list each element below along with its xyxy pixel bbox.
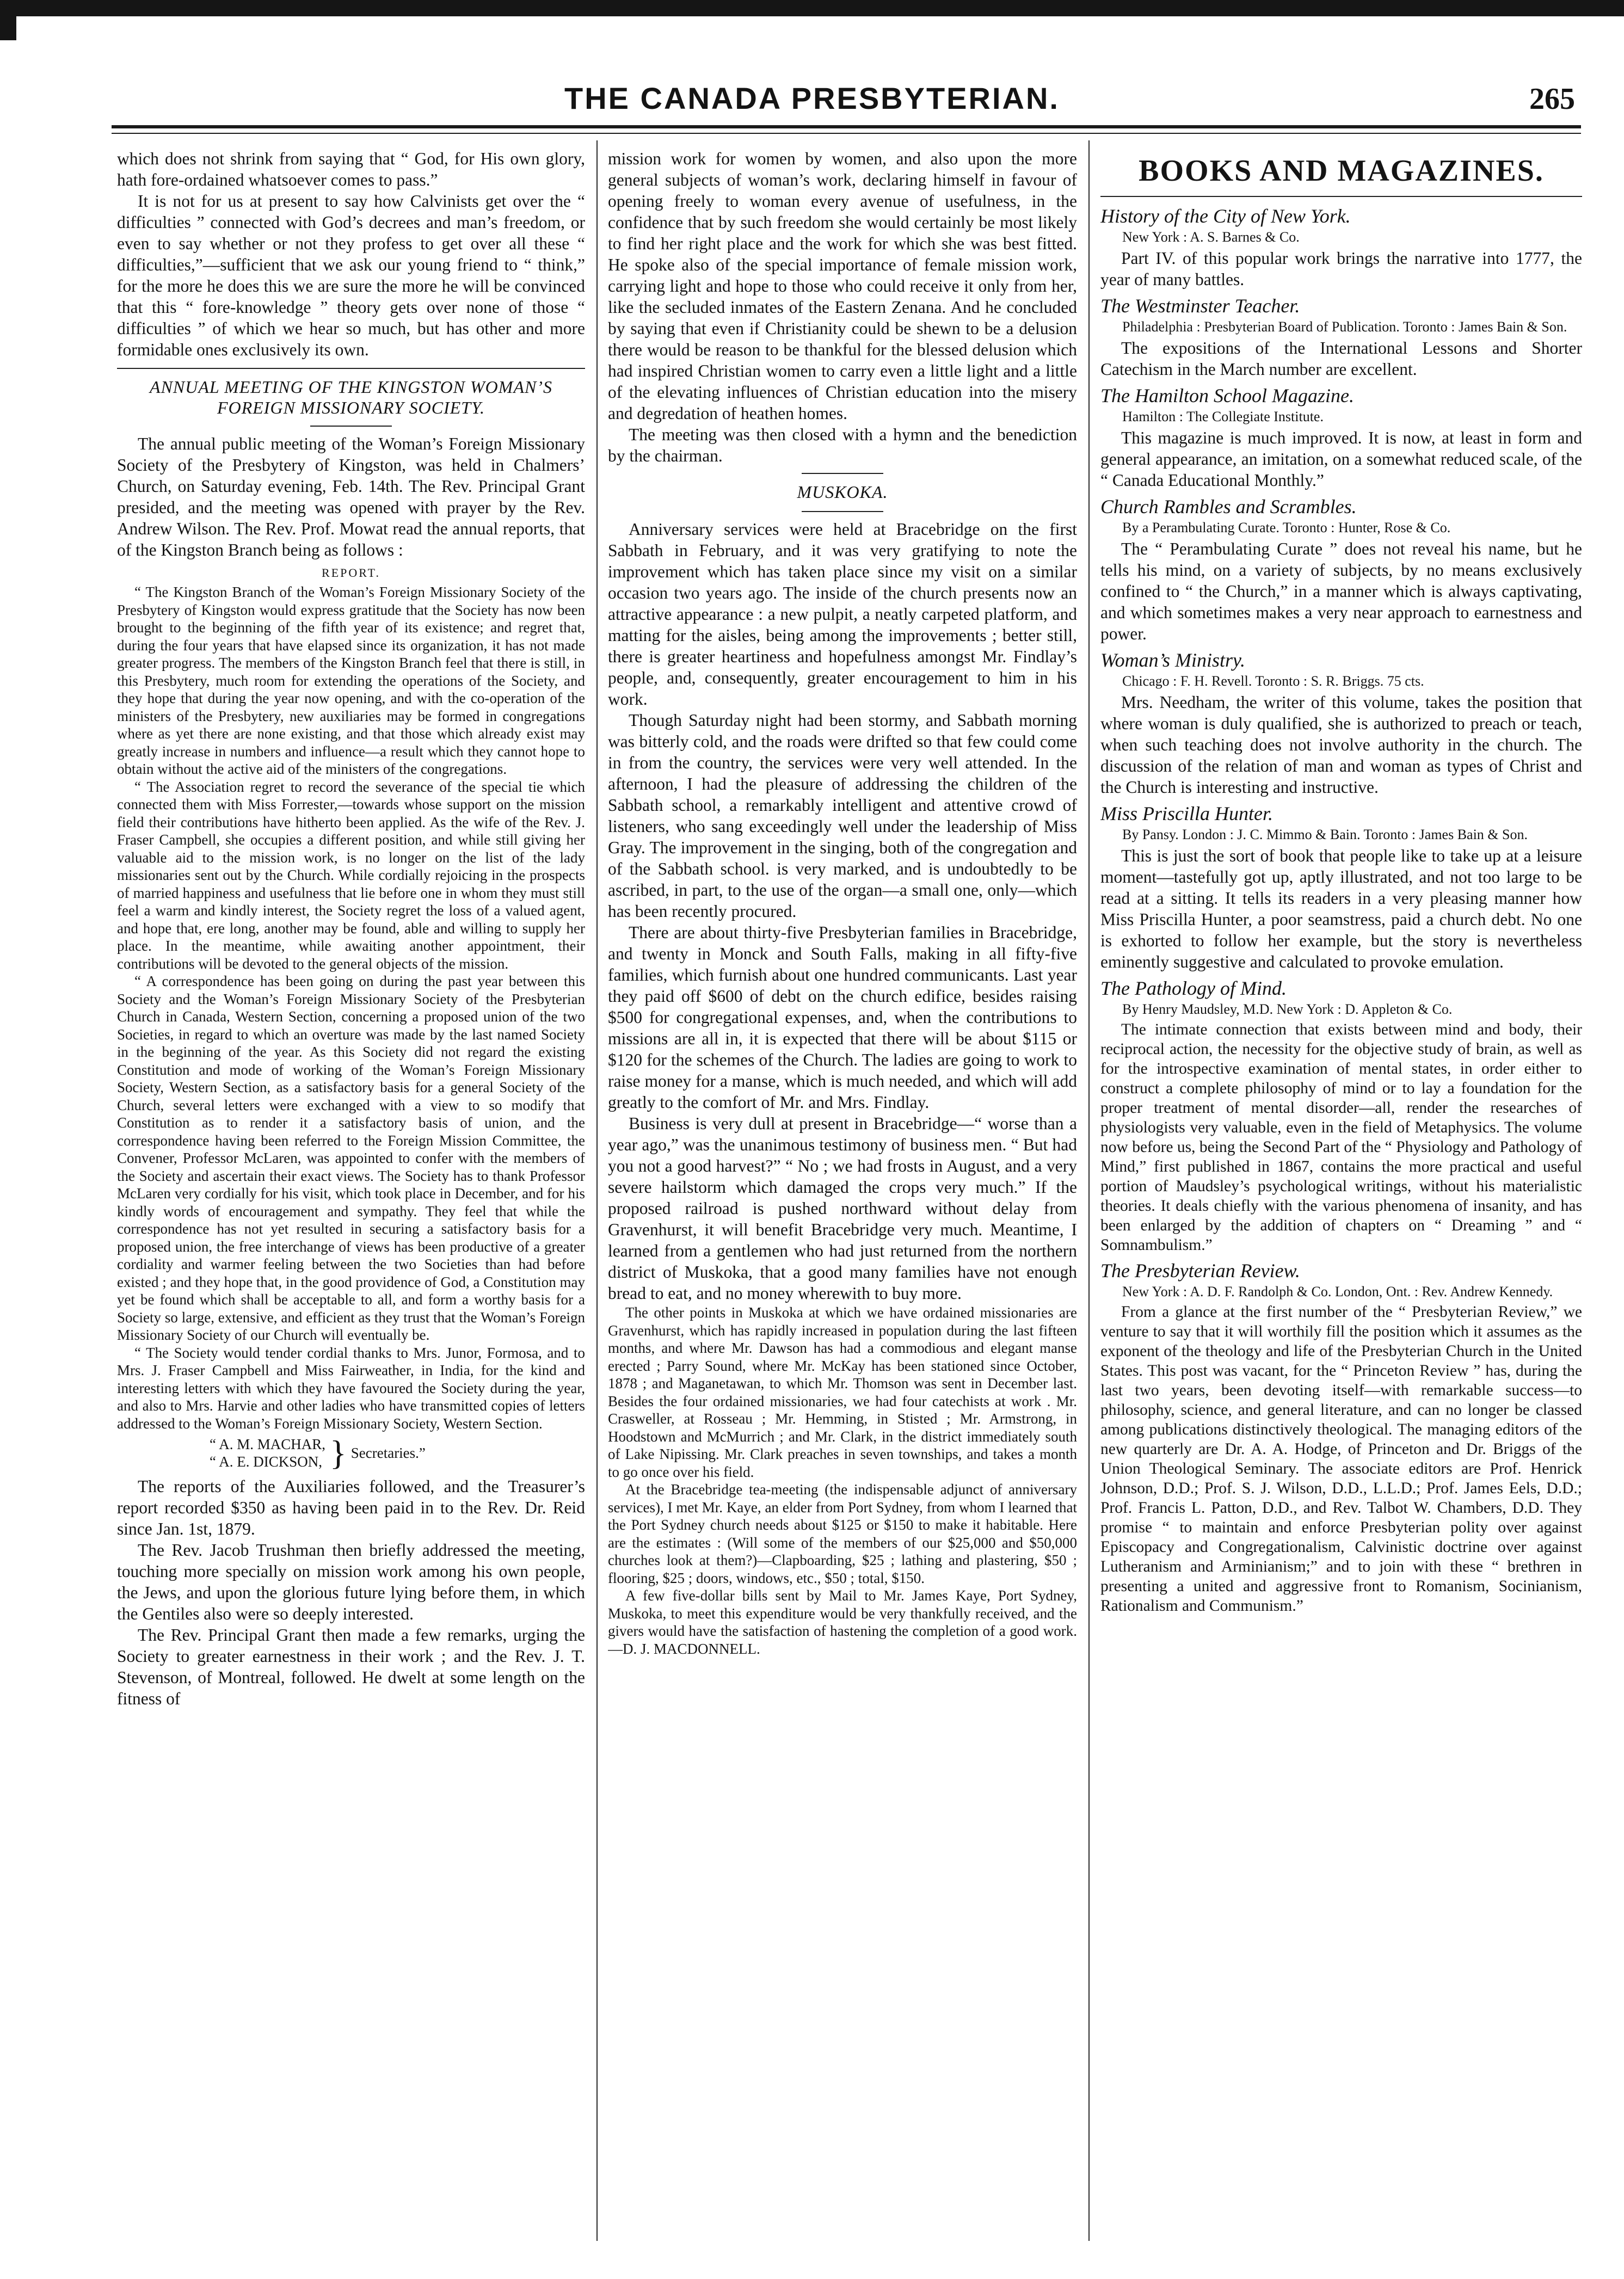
report-paragraph: “ The Kingston Branch of the Woman’s Foreign Missionary Society of the Presbytery of Kingston would express gratitude that the Society has now been brought to the beginning of the fifth year of its existence; and regret that, during the four years that have elapsed since its organization, it has not made greater progress. The members of the Kingston Branch feel that there is still, in this Presbytery, much room for extending the operations of the Society, and they hope that during the year now opening, and with the co-operation of the ministers of the Presbytery, new auxiliaries may be formed in congregations where as yet there are none existing, and that those which already exist may greatly increase in numbers and influence—a result which they cannot hope to obtain without the active aid of the ministers of the congregations. <box>117 584 585 777</box>
section-title: BOOKS AND MAGAZINES. <box>1139 154 1544 188</box>
top-border-notch <box>0 16 16 40</box>
signatory-role: Secretaries.” <box>350 1445 426 1461</box>
book-publisher: By Pansy. London : J. C. Mimmo & Bain. Toronto : James Bain & Son. <box>1122 827 1528 842</box>
book-publisher: By a Perambulating Curate. Toronto : Hunter, Rose & Co. <box>1122 520 1451 535</box>
book-description: The “ Perambulating Curate ” does not reveal his name, but he tells his mind, on a variety of subjects, by no means exclusively confined to “ the Church,” in a manner which is always captivating, and which sometimes makes a very near approach to earnestness and power. <box>1100 539 1582 643</box>
header-rule-thin <box>112 133 1581 134</box>
book-description: From a glance at the first number of the “ Presbyterian Review,” we venture to say that it will worthily fill the position which it assumes as the exponent of the theology and life of the Presbyterian Church in the United States. This post was vacant, for the “ Princeton Review ” has, during the last two years, been devoting itself—with remarkable success—to philosophy, science, and general literature, and can no longer be classed among publications distinctively theological. The managing editors of the new quarterly are Dr. A. A. Hodge, of Princeton and Dr. Briggs of the Union Theological Seminary. The associate editors are Prof. Henrick Johnson, D.D.; Prof. S. J. Wilson, D.D., L.L.D.; Prof. James Eels, D.D.; Prof. Francis L. Patton, D.D., and Rev. Talbot W. Chambers, D.D. They promise “ to maintain and enforce Presbyterian polity over against Episcopacy and Congregationalism, Calvinistic doctrine over against Lutheranism and Arminianism;” and to join with these “ brethren in presenting a united and aggressive front to Romanism, Socinianism, Rationalism and Communism.” <box>1100 1303 1582 1615</box>
newspaper-title: THE CANADA PRESBYTERIAN. <box>564 81 1060 115</box>
paragraph: There are about thirty-five Presbyterian families in Bracebridge, and twenty in Monck and South Falls, making in all fifty-five families, which furnish about one hundred communicants. Last year they paid off $600 of debt on the church edifice, besides raising $500 for congregational expenses, and, when the contributions to missions are all in, it is expected that there will be about $115 or $120 for the schemes of the Church. The ladies are going to work to raise money for a manse, which is much needed, and which will add greatly to the comfort of Mr. and Mrs. Findlay. <box>608 923 1077 1112</box>
book-title: Woman’s Ministry. <box>1100 649 1246 671</box>
book-publisher: Hamilton : The Collegiate Institute. <box>1122 409 1324 424</box>
paragraph: mission work for women by women, and also upon the more general subjects of woman’s work, declaring himself in favour of opening freely to woman every avenue of usefulness, in the confidence that by such freedom she would certainly be most likely to find her right place and the work for which she was best fitted. He spoke also of the special importance of female mission work, carrying light and hope to those who could receive it only from her, like the secluded inmates of the Eastern Zenana. And he concluded by saying that even if Christianity could be shewn to be a delusion there would be reason to be thankful for the blessed delusion which had inspired Christian women to carry even a little light and a little of the elevating influences of Christian education into the misery and degredation of heathen homes. <box>608 149 1077 423</box>
column-rule-2 <box>1088 140 1090 2241</box>
book-publisher: New York : A. D. F. Randolph & Co. London, Ont. : Rev. Andrew Kennedy. <box>1122 1284 1553 1299</box>
book-title: History of the City of New York. <box>1100 205 1351 227</box>
book-entry <box>1100 1259 1582 1616</box>
book-title: The Presbyterian Review. <box>1100 1260 1300 1282</box>
report-paragraph: “ The Association regret to record the severance of the special tie which connected them with Miss Forrester,—towards whose support on the mission field their contributions have hitherto been applied. As the wife of the Rev. J. Fraser Campbell, she occupies a different position, and while still giving her valuable aid to the mission work, is no longer on the list of the lady missionaries sent out by the Church. While cordially rejoicing in the prospects of married happiness and usefulness that lie before one in whom they must still feel a warm and kindly interest, the Society regret the loss of a valued agent, and hope that, ere long, another may be found, able and willing to supply her place. In the meantime, while awaiting another appointment, their contributions will be devoted to the general objects of the mission. <box>117 778 585 972</box>
divider <box>310 426 392 427</box>
book-description: Part IV. of this popular work brings the narrative into 1777, the year of many battles. <box>1100 249 1582 289</box>
book-title: The Westminster Teacher. <box>1100 295 1300 317</box>
book-title: The Hamilton School Magazine. <box>1100 385 1354 406</box>
paragraph: The other points in Muskoka at which we have ordained missionaries are Gravenhurst, which has rapidly increased in population during the last fifteen months, and where Mr. Dawson has had a commodious and elegant manse erected ; Parry Sound, where Mr. McKay has been stationed since October, 1878 ; and Maganetawan, to which Mr. Thomson was sent in December last. Besides the four ordained missionaries, we had four catechists at work . Mr. Crasweller, at Rosseau ; Mr. Hemming, in Stisted ; Mr. Armstrong, in Hoodstown and McMurrich ; and Mr. Clark, in the district immediately south of Lake Nipissing. Mr. Clark preaches in seven townships, and takes a month to go once over his field. <box>608 1304 1077 1480</box>
article-heading: ANNUAL MEETING OF THE KINGSTON WOMAN’S FOREIGN MISSIONARY SOCIETY. <box>150 377 552 417</box>
paragraph: Anniversary services were held at Bracebridge on the first Sabbath in February, and it was very gratifying to note the improvement which has taken place since my visit on a similar occasion two years ago. The inside of the church presents now an attractive appearance : a new pulpit, a neatly carpeted platform, and matting for the aisles, being among the improvements ; better still, there is greater heartiness and hopefulness amongst Mr. Findlay’s people, and, consequently, greater encouragement to him in his work. <box>608 520 1077 709</box>
report-paragraph: “ A correspondence has been going on during the past year between this Society and the Woman’s Foreign Missionary Society of the Presbyterian Church in Canada, Western Section, concerning a proposed union of the two Societies, in regard to which an overture was made by the last named Society in the beginning of the year. As this Society did not regard the existing Constitution and mode of working of the Woman’s Foreign Missionary Society, Western Section, as a satisfactory basis for a general Society of the Church, several letters were exchanged with a view to so modify that Constitution as to render it a satisfactory basis of union, and the correspondence having been referred to the Foreign Mission Committee, the Convener, Professor McLaren, was appointed to confer with the members of the Society and ascertain their exact views. The Society has to thank Professor McLaren very cordially for his visit, which took place in December, and for his kindly words of encouragement and sympathy. They feel that while the correspondence has not yet resulted in securing a satisfactory basis for a proposed union, the free interchange of views has been productive of a greater cordiality and warmer feeling between the two Societies than had before existed ; and they hope that, in the good providence of God, a Constitution may yet be found which shall be acceptable to all, and form a worthy basis for a Society so large, extensive, and efficient as they trust that the Woman’s Foreign Missionary Society of our Church will eventually be. <box>117 973 585 1343</box>
book-publisher: Philadelphia : Presbyterian Board of Publication. Toronto : James Bain & Son. <box>1122 319 1567 335</box>
paragraph: At the Bracebridge tea-meeting (the indispensable adjunct of anniversary services), I met Mr. Kaye, an elder from Port Sydney, from whom I learned that the Port Sydney church needs about $125 or $150 to make it habitable. Here are the estimates : (Will some of the members of our $25,000 and $50,000 churches look at them?)—Clapboarding, $25 ; lathing and plastering, $50 ; flooring, $25 ; doors, windows, etc., $50 ; total, $150. <box>608 1481 1077 1586</box>
report-label: REPORT. <box>322 566 380 580</box>
paragraph: The Rev. Principal Grant then made a few remarks, urging the Society to greater earnestness in their work ; and the Rev. J. T. Stevenson, of Montreal, followed. He dwelt at some length on the fitness of <box>117 1625 585 1708</box>
signatory-name: “ A. M. MACHAR, <box>210 1436 326 1452</box>
book-entry <box>1100 977 1582 1255</box>
divider <box>802 473 883 474</box>
paragraph: Business is very dull at present in Bracebridge—“ worse than a year ago,” was the unanimous testimony of business men. “ But had you not a good harvest?” “ No ; we had frosts in August, and a very severe hailstorm which damaged the crops very much.” If the proposed railroad is pushed northward without delay from Gravenhurst, it will benefit Bracebridge very much. Meantime, I learned from a gentlemen who had just returned from the northern district of Muskoka, that a good many families have not enough bread to eat, and no money wherewith to buy more. <box>608 1114 1077 1303</box>
book-description: This magazine is much improved. It is now, at least in form and general appearance, an imitation, on a somewhat reduced scale, of the “ Canada Educational Monthly.” <box>1100 428 1582 490</box>
brace-glyph: } <box>330 1433 347 1472</box>
paragraph: The Rev. Jacob Trushman then briefly addressed the meeting, touching more specially on mission work among his own people, the Jews, and upon the glorious future lying before them, in which the Gentiles also were so deeply interested. <box>117 1541 585 1623</box>
book-title: Miss Priscilla Hunter. <box>1100 803 1274 824</box>
book-entry <box>1100 384 1582 491</box>
book-entry <box>1100 649 1582 798</box>
paragraph: It is not for us at present to say how Calvinists get over the “ difficulties ” connected with God’s decrees and man’s freedom, or even to say whether or not they profess to get over all these “ difficulties,”—sufficient that we ask our young friend to “ think,” for the more he does this we are sure the more he will be convinced that this “ fore-knowledge ” theory gets over none of those “ difficulties ” of which we hear so much, but has other and more formidable ones exclusively its own. <box>117 192 585 359</box>
paragraph: Though Saturday night had been stormy, and Sabbath morning was bitterly cold, and the roads were drifted so that few could come in from the country, the services were very well attended. In the afternoon, I had the pleasure of addressing the children of the Sabbath school, a remarkably intelligent and attentive crowd of listeners, who sang exceedingly well under the leadership of Miss Gray. The improvement in the singing, both of the congregation and of the Sabbath school. is very marked, and is undoubtedly to be ascribed, in part, to the use of the organ—a small one, only—which has been recently procured. <box>608 711 1077 921</box>
column-rule-1 <box>596 140 598 2241</box>
book-entry <box>1100 802 1582 972</box>
header-rule <box>112 125 1581 128</box>
page-number: 265 <box>1529 82 1575 116</box>
divider <box>802 511 883 512</box>
report-paragraph: “ The Society would tender cordial thanks to Mrs. Junor, Formosa, and to Mrs. J. Fraser Campbell and Miss Fairweather, in India, for the kind and interesting letters with which they have favoured the Society during the year, and also to Mrs. Harvie and other ladies who have transmitted copies of letters addressed to the Woman’s Foreign Missionary Society, Western Section. <box>117 1344 585 1432</box>
signatories <box>117 1433 585 1472</box>
paragraph: The reports of the Auxiliaries followed, and the Treasurer’s report recorded $350 as having been paid in to the Rev. Dr. Reid since Jan. 1st, 1879. <box>117 1477 585 1538</box>
paragraph: The annual public meeting of the Woman’s Foreign Missionary Society of the Presbytery of Kingston, was held in Chalmers’ Church, on Saturday evening, Feb. 14th. The Rev. Principal Grant presided, and the meeting was opened with prayer by the Rev. Andrew Wilson. The Rev. Prof. Mowat read the annual reports, that of the Kingston Branch being as follows : <box>117 434 585 559</box>
book-description: The intimate connection that exists between mind and body, their reciprocal action, the necessity for the objective study of brain, as well as for the introspective examination of mental states, in order either to construct a complete philosophy of mind or to lay a foundation for the proper treatment of mental disorder—all, render the researches of physiologists very valuable, even in the field of Metaphysics. The volume now before us, being the Second Part of the “ Physiology and Pathology of Mind,” first published in 1867, contains the more practical and useful portion of Maudsley’s psychological writings, without his materialistic theories. It deals chiefly with the various phenomena of insanity, and has been enlarged by the addition of chapters on “ Dreaming ” and “ Somnambulism.” <box>1100 1021 1582 1254</box>
paragraph: The meeting was then closed with a hymn and the benediction by the chairman. <box>608 425 1077 465</box>
book-publisher: New York : A. S. Barnes & Co. <box>1122 229 1300 245</box>
article-heading: MUSKOKA. <box>797 482 888 502</box>
column-2 <box>608 148 1077 2249</box>
book-publisher: Chicago : F. H. Revell. Toronto : S. R. Briggs. 75 cts. <box>1122 673 1424 689</box>
divider <box>1100 196 1582 197</box>
book-title: Church Rambles and Scrambles. <box>1100 496 1357 518</box>
book-entry <box>1100 205 1582 290</box>
paragraph: A few five-dollar bills sent by Mail to Mr. James Kaye, Port Sydney, Muskoka, to meet this expenditure would be very thankfully received, and the givers would have the satisfaction of hastening the completion of a good work.—D. J. MACDONNELL. <box>608 1587 1077 1657</box>
divider <box>117 368 585 369</box>
book-description: This is just the sort of book that people like to take up at a leisure moment—tastefully got up, aptly illustrated, and not too large to be read at a sitting. It tells its readers in a very pleasing manner how Miss Priscilla Hunter, a poor seamstress, paid a church debt. No one is exhorted to follow her example, but the story is nevertheless eminently suggestive and calculated to provoke emulation. <box>1100 846 1582 971</box>
column-3 <box>1100 148 1582 2249</box>
book-title: The Pathology of Mind. <box>1100 977 1287 999</box>
column-1 <box>117 148 585 2249</box>
book-description: Mrs. Needham, the writer of this volume, takes the position that where woman is duly qualified, she is authorized to preach or teach, when such teaching does not involve authority in the church. The discussion of the relation of man and woman as types of Christ and the Church is interesting and instructive. <box>1100 693 1582 797</box>
top-border-bar <box>0 0 1624 16</box>
book-description: The expositions of the International Lessons and Shorter Catechism in the March number are excellent. <box>1100 338 1582 379</box>
paragraph: which does not shrink from saying that “ God, for His own glory, hath fore-ordained whatsoever comes to pass.” <box>117 149 585 189</box>
running-head <box>0 81 1624 119</box>
book-entry <box>1100 294 1582 380</box>
book-publisher: By Henry Maudsley, M.D. New York : D. Appleton & Co. <box>1122 1001 1453 1017</box>
book-entry <box>1100 495 1582 644</box>
signatory-name: “ A. E. DICKSON, <box>210 1453 322 1470</box>
